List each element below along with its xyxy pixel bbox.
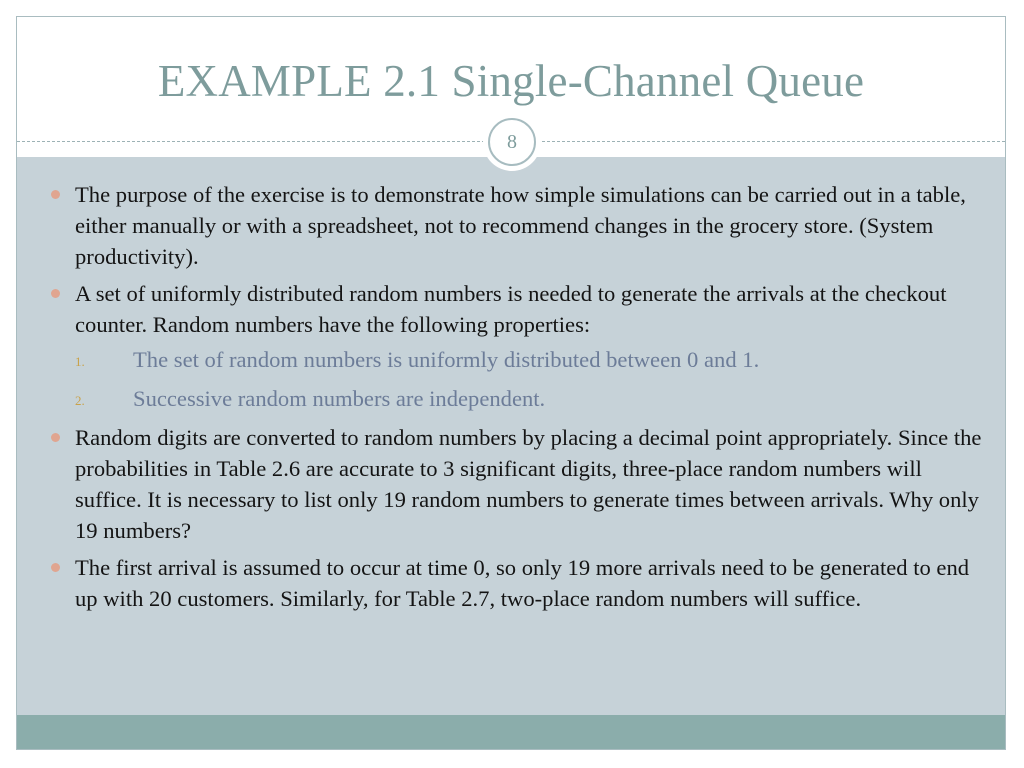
sublist-number: 2. [75,393,85,408]
bullet-item [47,278,982,414]
footer-bar [17,715,1005,749]
bullet-text: A set of uniformly distributed random numbers is needed to generate the arrivals at the checkout counter. Random numbers have the following properties: [75,281,947,337]
bullet-dot-icon [51,563,60,572]
sublist-item [75,344,982,375]
bullet-text: The purpose of the exercise is to demonstrate how simple simulations can be carried out in a table, either manually or with a spreadsheet, not to recommend changes in the grocery store. (System productivity). [75,182,966,269]
sublist-item [75,383,982,414]
bullet-dot-icon [51,190,60,199]
slide-title: EXAMPLE 2.1 Single-Channel Queue [157,56,865,106]
slide [16,16,1006,750]
sublist-text: The set of random numbers is uniformly distributed between 0 and 1. [133,347,760,372]
page-number-badge [483,113,541,171]
bullet-item [47,422,982,546]
sublist-text: Successive random numbers are independent. [133,386,546,411]
bullet-dot-icon [51,289,60,298]
bullet-list [47,179,982,620]
numbered-sublist [75,344,982,414]
bullet-text: The first arrival is assumed to occur at time 0, so only 19 more arrivals need to be generated to end up with 20 customers. Similarly, for Table 2.7, two-place random numbers will suffice. [75,555,970,611]
bullet-item [47,552,982,614]
bullet-text: Random digits are converted to random numbers by placing a decimal point appropriately. Since the probabilities in Table 2.6 are accurate to 3 significant digits, three-place random numbers will suffice. It is necessary to list only 19 random numbers to generate times between arrivals. Why only 19 numbers? [75,425,982,543]
sublist-number: 1. [75,354,85,369]
page-number: 8 [488,118,536,166]
bullet-dot-icon [51,433,60,442]
bullet-item [47,179,982,272]
